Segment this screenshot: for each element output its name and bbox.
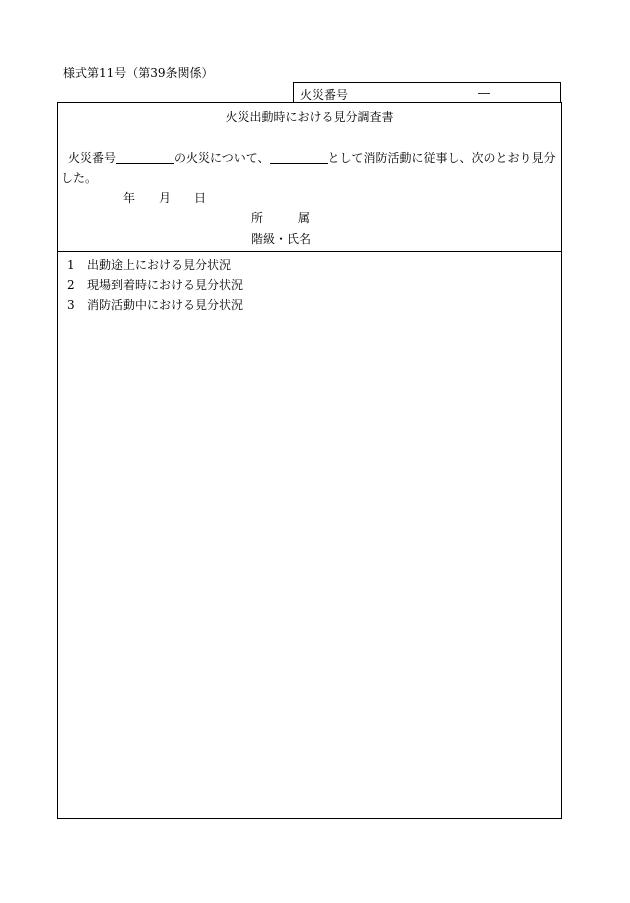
date-year: 年 — [123, 191, 136, 205]
section-divider — [58, 251, 561, 252]
date-month: 月 — [159, 191, 172, 205]
item-label: 現場到着時における見分状況 — [87, 278, 244, 292]
survey-items-list — [67, 256, 243, 316]
fire-number-dash: ― — [478, 86, 490, 100]
fire-number-box — [293, 82, 561, 102]
body-fire-text: の火災について、 — [174, 151, 270, 165]
affiliation-char1: 所 — [251, 211, 264, 225]
item-label: 消防活動中における見分状況 — [87, 298, 244, 312]
body-fire-number-text: 火災番号 — [68, 151, 117, 165]
item-label: 出動途上における見分状況 — [87, 258, 232, 272]
list-item — [67, 276, 243, 296]
role-blank[interactable] — [270, 151, 328, 164]
list-item — [67, 296, 243, 316]
item-number: 1 — [67, 258, 75, 272]
item-number: 3 — [67, 298, 75, 312]
body-text-line2: した。 — [61, 171, 98, 185]
survey-form — [57, 102, 562, 819]
rank-name-label: 階級・氏名 — [251, 232, 312, 246]
fire-number-label: 火災番号 — [300, 88, 349, 102]
date-day: 日 — [194, 191, 207, 205]
body-activity-text: として消防活動に従事し、次のとおり見分 — [327, 151, 556, 165]
form-title: 火災出動時における見分調査書 — [225, 110, 394, 124]
list-item — [67, 256, 243, 276]
form-number-label: 様式第11号（第39条関係） — [63, 66, 214, 80]
item-number: 2 — [67, 278, 75, 292]
fire-number-blank[interactable] — [116, 151, 174, 164]
affiliation-char2: 属 — [298, 211, 311, 225]
body-text-line1 — [68, 149, 556, 166]
